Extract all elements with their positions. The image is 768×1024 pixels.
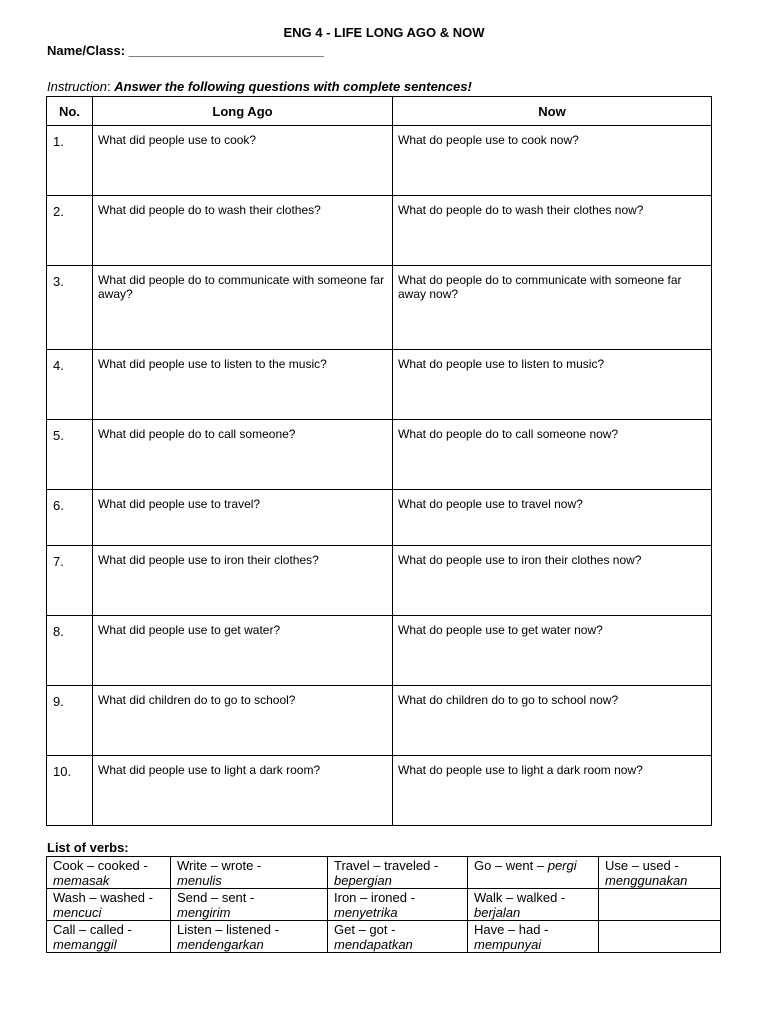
verb-cell	[468, 921, 599, 953]
instruction-line	[47, 79, 472, 94]
verb-translation: mendengarkan	[177, 937, 264, 952]
now-question[interactable]: What do children do to go to school now?	[393, 686, 712, 756]
verb-translation: bepergian	[334, 873, 392, 888]
long-ago-question[interactable]: What did people do to communicate with someone far away?	[93, 266, 393, 350]
verb-cell	[468, 857, 599, 889]
now-question[interactable]: What do people use to listen to music?	[393, 350, 712, 420]
name-class-field[interactable]: Name/Class: ___________________________	[47, 43, 324, 58]
table-row	[47, 490, 712, 546]
verb-cell	[599, 857, 721, 889]
verb-cell	[47, 921, 171, 953]
header-now: Now	[393, 97, 712, 126]
now-question[interactable]: What do people use to light a dark room now?	[393, 756, 712, 826]
worksheet-title: ENG 4 - LIFE LONG AGO & NOW	[283, 25, 485, 40]
long-ago-question[interactable]: What did people use to listen to the music?	[93, 350, 393, 420]
instruction-label: Instruction	[47, 79, 107, 94]
row-number: 6.	[47, 490, 93, 546]
now-question[interactable]: What do people do to communicate with someone far away now?	[393, 266, 712, 350]
verb-cell	[47, 857, 171, 889]
verbs-table	[46, 856, 721, 953]
verb-translation: mendapatkan	[334, 937, 413, 952]
verb-forms: Get – got -	[334, 922, 396, 937]
verb-forms: Send – sent -	[177, 890, 255, 905]
verb-forms: Go – went –	[474, 858, 548, 873]
row-number: 9.	[47, 686, 93, 756]
row-number: 1.	[47, 126, 93, 196]
now-question[interactable]: What do people do to wash their clothes now?	[393, 196, 712, 266]
long-ago-question[interactable]: What did people do to call someone?	[93, 420, 393, 490]
long-ago-question[interactable]: What did people do to wash their clothes?	[93, 196, 393, 266]
now-question[interactable]: What do people do to call someone now?	[393, 420, 712, 490]
verb-translation: mencuci	[53, 905, 102, 920]
verbs-row	[47, 889, 721, 921]
table-row	[47, 546, 712, 616]
verb-forms: Have – had -	[474, 922, 549, 937]
table-row	[47, 266, 712, 350]
row-number: 8.	[47, 616, 93, 686]
table-row	[47, 126, 712, 196]
verb-translation: mempunyai	[474, 937, 542, 952]
verb-translation: menulis	[177, 873, 222, 888]
long-ago-question[interactable]: What did people use to iron their clothes?	[93, 546, 393, 616]
verb-cell-empty	[599, 921, 721, 953]
verb-translation: berjalan	[474, 905, 521, 920]
verb-translation: menggunakan	[605, 873, 688, 888]
verb-cell	[328, 857, 468, 889]
table-row	[47, 196, 712, 266]
verbs-row	[47, 921, 721, 953]
verb-cell	[47, 889, 171, 921]
verb-cell-empty	[599, 889, 721, 921]
verb-translation: pergi	[547, 858, 577, 873]
long-ago-question[interactable]: What did people use to light a dark room?	[93, 756, 393, 826]
now-question[interactable]: What do people use to travel now?	[393, 490, 712, 546]
long-ago-question[interactable]: What did people use to get water?	[93, 616, 393, 686]
row-number: 2.	[47, 196, 93, 266]
verb-forms: Use – used -	[605, 858, 679, 873]
table-row	[47, 756, 712, 826]
verb-forms: Cook – cooked -	[53, 858, 148, 873]
verb-cell	[171, 921, 328, 953]
instruction-text: Answer the following questions with complete sentences!	[114, 79, 472, 94]
now-question[interactable]: What do people use to get water now?	[393, 616, 712, 686]
verb-cell	[328, 889, 468, 921]
verbs-list-title: List of verbs:	[47, 840, 129, 855]
verb-cell	[171, 857, 328, 889]
table-row	[47, 350, 712, 420]
verb-forms: Write – wrote -	[177, 858, 262, 873]
header-long-ago: Long Ago	[93, 97, 393, 126]
verb-translation: memasak	[53, 873, 110, 888]
verb-forms: Iron – ironed -	[334, 890, 415, 905]
long-ago-question[interactable]: What did children do to go to school?	[93, 686, 393, 756]
verb-translation: memanggil	[53, 937, 117, 952]
verb-cell	[171, 889, 328, 921]
verb-forms: Call – called -	[53, 922, 132, 937]
row-number: 5.	[47, 420, 93, 490]
long-ago-question[interactable]: What did people use to travel?	[93, 490, 393, 546]
verb-translation: menyetrika	[334, 905, 398, 920]
verb-forms: Walk – walked -	[474, 890, 566, 905]
now-question[interactable]: What do people use to iron their clothes now?	[393, 546, 712, 616]
now-question[interactable]: What do people use to cook now?	[393, 126, 712, 196]
table-row	[47, 616, 712, 686]
verb-forms: Listen – listened -	[177, 922, 279, 937]
questions-table	[46, 96, 712, 826]
row-number: 10.	[47, 756, 93, 826]
row-number: 7.	[47, 546, 93, 616]
verb-cell	[328, 921, 468, 953]
long-ago-question[interactable]: What did people use to cook?	[93, 126, 393, 196]
header-no: No.	[47, 97, 93, 126]
table-row	[47, 686, 712, 756]
row-number: 3.	[47, 266, 93, 350]
verb-cell	[468, 889, 599, 921]
verbs-row	[47, 857, 721, 889]
verb-translation: mengirim	[177, 905, 231, 920]
table-row	[47, 420, 712, 490]
verb-forms: Wash – washed -	[53, 890, 153, 905]
instruction-separator: :	[106, 79, 115, 94]
row-number: 4.	[47, 350, 93, 420]
verb-forms: Travel – traveled -	[334, 858, 439, 873]
table-header-row	[47, 97, 712, 126]
